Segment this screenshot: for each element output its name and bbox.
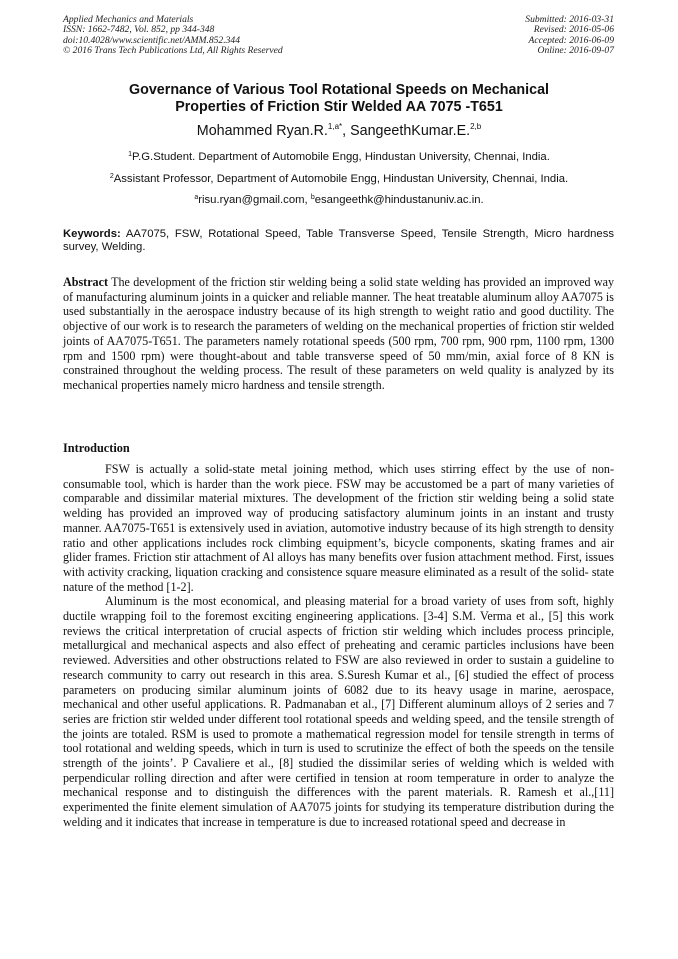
introduction-paragraph-1: FSW is actually a solid-state metal joining method, which uses stirring effect by the use of non- consumable tool, which is harder than the work piece. FSW may be accustomed be a part of many varieties of comparable and dissimilar material mixtures. The development of the friction stir welding being a solid state welding has provided an improved way of producing satisfactory aluminum joints in an instant and trusty manner. AA7075-T651 is extensively used in aviation, automotive industry because of its high strength to density ratio and other applications includes rock climbing equipment’s, bicycle components, skating frames and air glider frames. Friction stir attachment of Al alloys has many benefits over fusion attachment method. First, issues with activity cracking, liquation cracking and consistence square measure eliminated as a result of the solid- state nature of the method [1-2]. <box>63 462 614 594</box>
keywords <box>63 228 614 255</box>
issn: ISSN: 1662-7482, Vol. 852, pp 344-348 <box>63 24 215 36</box>
author-1: Mohammed Ryan.R. <box>196 123 328 139</box>
affiliation-1-mark: 1 <box>128 151 133 158</box>
author-list <box>60 122 618 140</box>
affiliation-2-text: Assistant Professor, Department of Automobile Engg, Hindustan University, Chennai, India. <box>113 173 569 185</box>
title-line-2: Properties of Friction Stir Welded AA 7075 -T651 <box>175 99 503 115</box>
email-a-mark: a <box>194 194 199 201</box>
title-line-1: Governance of Various Tool Rotational Speeds on Mechanical <box>129 82 549 98</box>
revised-date: Revised: 2016-05-06 <box>533 24 614 36</box>
affiliation-2-mark: 2 <box>109 173 114 180</box>
author-separator: , <box>342 123 351 139</box>
abstract <box>63 275 614 393</box>
publication-dates <box>525 15 614 57</box>
journal-header <box>63 15 283 57</box>
abstract-text: The development of the friction stir welding being a solid state welding has provided an improved way of manufacturing aluminum joints in a quicker and reliable manner. The heat treatable aluminum alloy AA7075 is used substantially in the aerospace industry because of its high strength to weight ratio and good ductility. The objective of our work is to research the parameters of welding on the mechanical properties of friction stir welded joints of AA7075-T651. The parameters namely rotational speeds (500 rpm, 700 rpm, 900 rpm, 1100 rpm, 1300 rpm and 1500 rpm) were thought-about and table transverse speed of 50 mm/min, axial force of 8 KN is constrained throughout the welding process. The result of these parameters on weld quality is analyzed by its mechanical properties namely micro hardness and tensile strength. <box>63 275 614 392</box>
email-b: esangeethk@hindustanuniv.ac.in. <box>314 194 484 206</box>
affiliation-1-text: P.G.Student. Department of Automobile Engg, Hindustan University, Chennai, India. <box>132 151 550 163</box>
journal-name: Applied Mechanics and Materials <box>63 14 194 25</box>
keywords-text: AA7075, FSW, Rotational Speed, Table Transverse Speed, Tensile Strength, Micro hardness survey, Welding. <box>63 228 614 254</box>
paper-title <box>60 82 618 116</box>
introduction-paragraph-2: Aluminum is the most economical, and pleasing material for a broad variety of uses from soft, highly ductile wrapping foil to the foremost exciting engineering applications. [3-4] S.M. Verma et al., [5] this work reviews the critical interpretation of crucial aspects of friction stir welding which includes process principle, metallurgical and mechanical aspects and also effect of preheating and ceramic particles inclusions have been reviewed. Adversities and other obstructions related to FSW are also reviewed in order to sustain a guideline to research community to carry out research in this area. S.Suresh Kumar et al., [6] studied the effect of process parameters on producing similar aluminum joints of 6082 due to its heavy usage in marine, aerospace, mechanical and other useful applications. R. Padmanaban et al., [7] Different aluminum alloys of 2 series and 7 series are friction stir welded under different tool rotational speeds and welding speed, and the tensile strength of the joints are totaled. RSM is used to promote a mathematical regression model for tensile strength in terms of tool rotational and welding speeds, which in turn is used to scrutinize the effect of both the speeds on the tensile strength of the joints’. P Cavaliere et al., [8] studied the dissimilar series of welding which is welded with perpendicular rolling direction and after were certified in tension at room temperature in order to analyze the mechanical response and to distinguish the differences with the parent materials. R. Ramesh et al.,[11] experimented the finite element simulation of AA7075 joints for studying its temperature distribution during the welding and it indicates that increase in temperature is due to increased rotational speed and decrease in <box>63 594 614 829</box>
doi: doi:10.4028/www.scientific.net/AMM.852.344 <box>63 34 241 46</box>
author-1-affiliation-mark: 1,a* <box>327 122 343 131</box>
email-a: risu.ryan@gmail.com, <box>198 194 311 206</box>
author-2: SangeethKumar.E. <box>350 123 471 139</box>
abstract-label: Abstract <box>63 275 109 289</box>
accepted-date: Accepted: 2016-06-09 <box>528 34 614 46</box>
submitted-date: Submitted: 2016-03-31 <box>525 14 614 25</box>
affiliation-1 <box>60 151 618 164</box>
author-emails <box>60 194 618 207</box>
introduction-heading: Introduction <box>63 441 130 455</box>
introduction-body <box>63 462 614 830</box>
online-date: Online: 2016-09-07 <box>537 45 614 57</box>
affiliation-2 <box>60 173 618 186</box>
author-2-affiliation-mark: 2,b <box>470 122 482 131</box>
keywords-label: Keywords: <box>63 228 121 240</box>
email-b-mark: b <box>310 194 315 201</box>
copyright: © 2016 Trans Tech Publications Ltd, All Rights Reserved <box>63 45 283 57</box>
